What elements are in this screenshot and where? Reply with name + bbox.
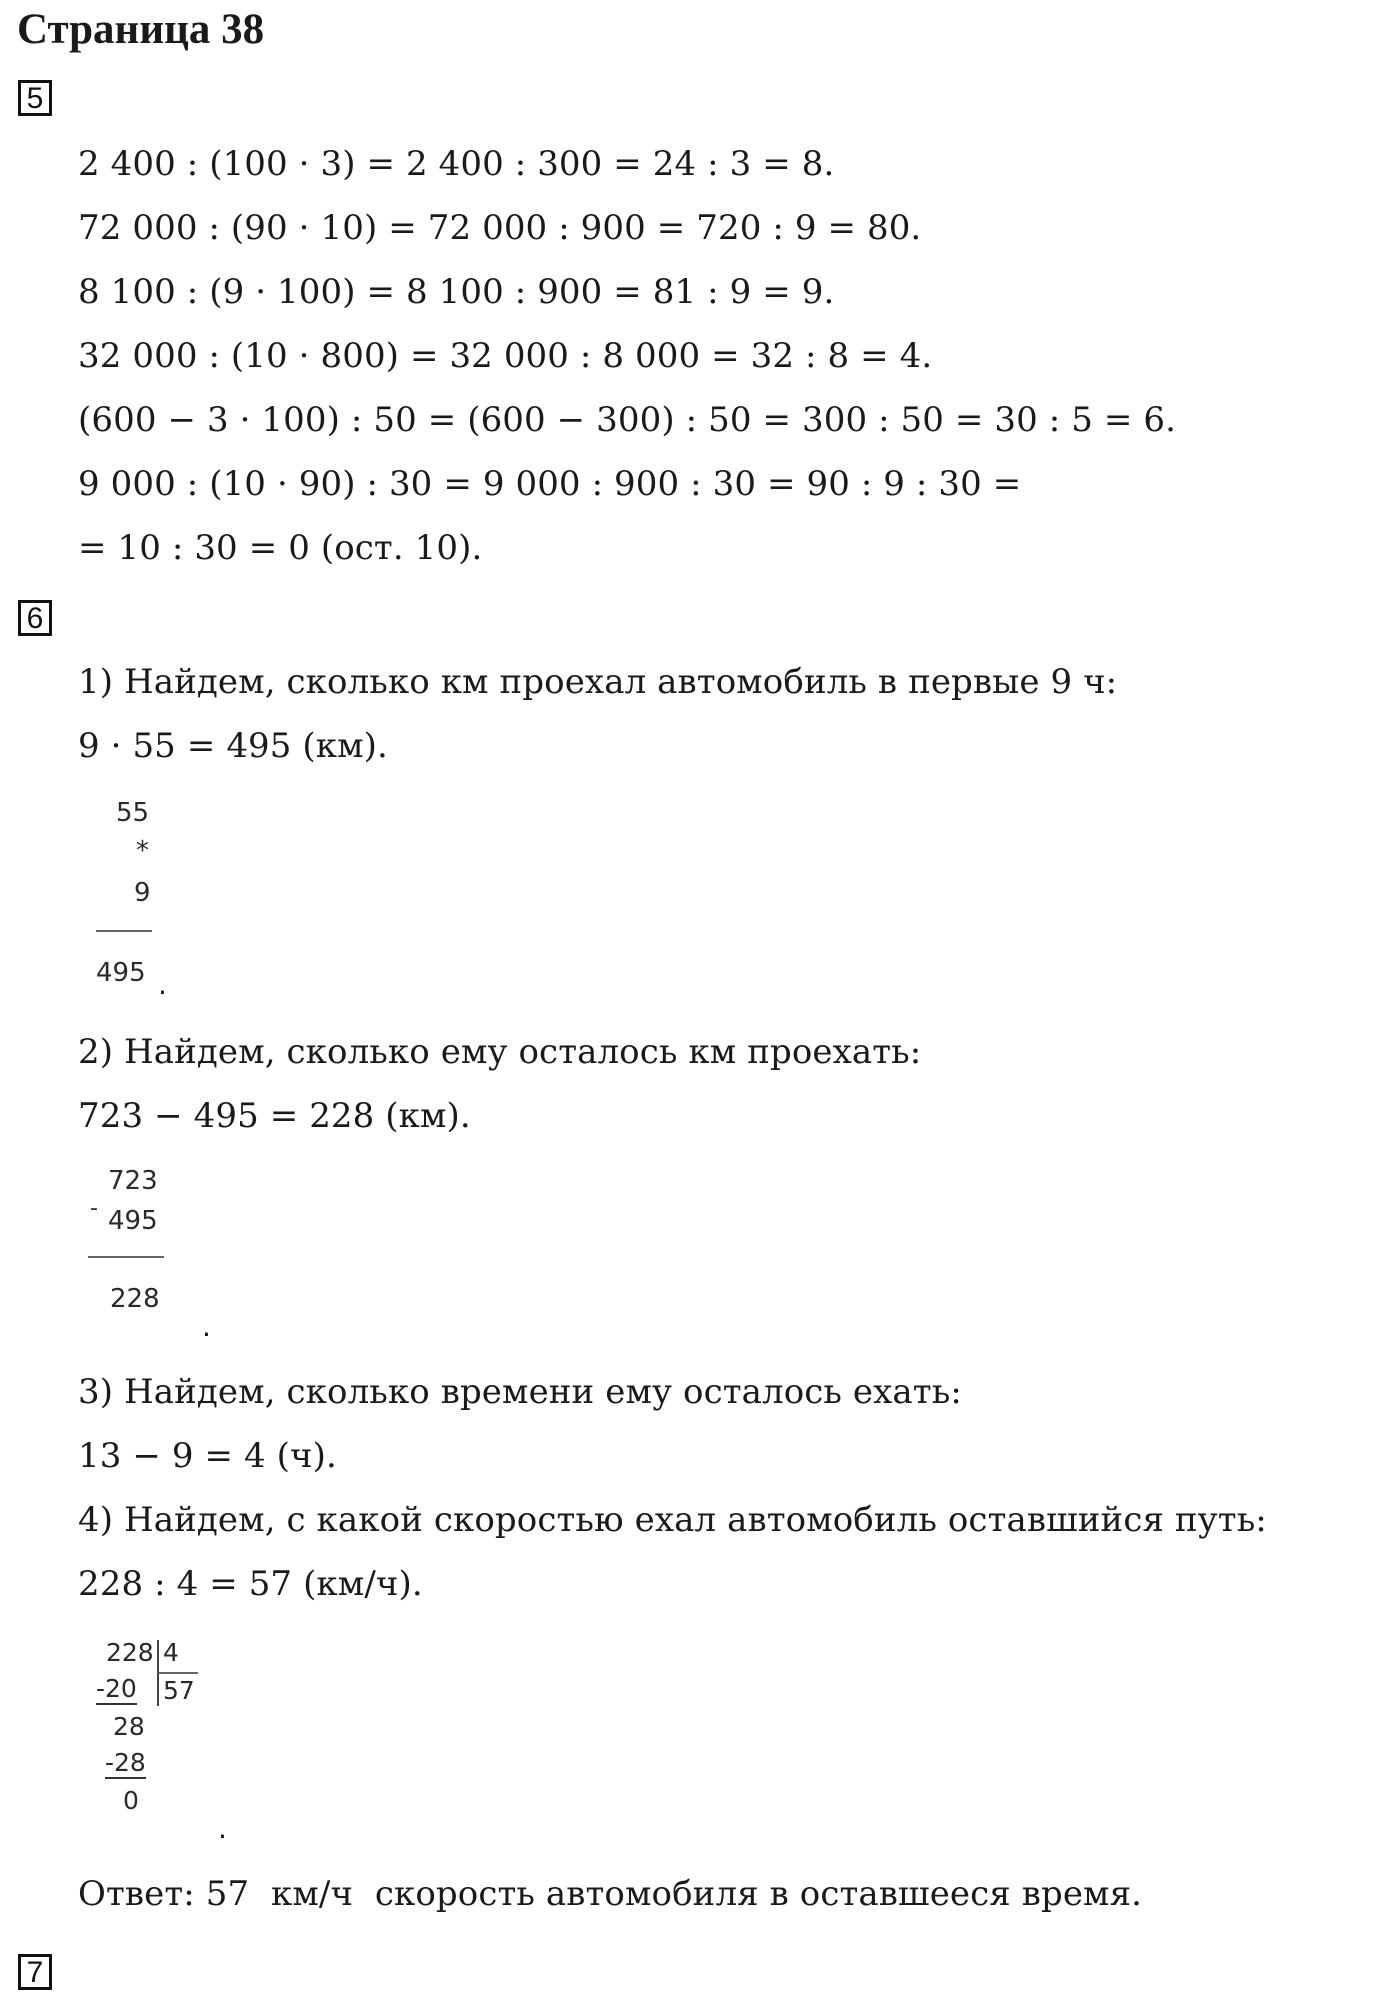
difference: 228 bbox=[110, 1284, 160, 1314]
task-number-6: 6 bbox=[18, 600, 52, 636]
expression-line: (600 − 3 · 100) : 50 = (600 − 300) : 50 = 300 : 50 = 30 : 5 = 6. bbox=[78, 400, 1177, 440]
product: 495 bbox=[96, 958, 146, 988]
step-1-text: 1) Найдем, сколько км проехал автомобиль в первые 9 ч: bbox=[78, 662, 1118, 702]
quotient: 57 bbox=[163, 1676, 195, 1705]
minuend: 723 bbox=[108, 1166, 158, 1196]
page-title: Страница 38 bbox=[17, 6, 265, 53]
period-mark: . bbox=[202, 1310, 211, 1343]
expression-line: 8 100 : (9 · 100) = 8 100 : 900 = 81 : 9 = 9. bbox=[78, 272, 835, 312]
multiplier: 9 bbox=[134, 878, 151, 908]
subtrahend: 495 bbox=[108, 1206, 158, 1236]
task-number-7: 7 bbox=[18, 1954, 52, 1990]
partial-subtraction: -20 bbox=[96, 1674, 137, 1703]
multiplicand: 55 bbox=[116, 798, 150, 828]
period-mark: . bbox=[158, 968, 167, 1001]
multiply-operator: * bbox=[136, 836, 149, 866]
result-line bbox=[88, 1256, 164, 1258]
minus-operator: - bbox=[90, 1196, 98, 1221]
step-2-text: 2) Найдем, сколько ему осталось км проехать: bbox=[78, 1032, 922, 1072]
expression-line: 72 000 : (90 · 10) = 72 000 : 900 = 720 : 9 = 80. bbox=[78, 208, 922, 248]
step-3-text: 3) Найдем, сколько времени ему осталось ехать: bbox=[78, 1372, 962, 1412]
remainder: 28 bbox=[113, 1712, 145, 1741]
step-4-text: 4) Найдем, с какой скоростью ехал автомобиль оставшийся путь: bbox=[78, 1500, 1267, 1540]
step-4-expression: 228 : 4 = 57 (км/ч). bbox=[78, 1564, 423, 1604]
final-remainder: 0 bbox=[123, 1786, 139, 1815]
step-2-expression: 723 − 495 = 228 (км). bbox=[78, 1096, 471, 1136]
expression-line: 2 400 : (100 · 3) = 2 400 : 300 = 24 : 3 = 8. bbox=[78, 144, 835, 184]
dividend: 228 bbox=[106, 1638, 154, 1667]
step-1-expression: 9 · 55 = 495 (км). bbox=[78, 726, 388, 766]
result-line bbox=[96, 930, 152, 932]
period-mark: . bbox=[218, 1812, 227, 1845]
expression-line: 32 000 : (10 · 800) = 32 000 : 8 000 = 32 : 8 = 4. bbox=[78, 336, 933, 376]
quotient-line bbox=[158, 1672, 198, 1674]
divisor: 4 bbox=[163, 1638, 179, 1667]
partial-subtraction: -28 bbox=[105, 1748, 146, 1777]
expression-line: = 10 : 30 = 0 (ост. 10). bbox=[78, 528, 483, 568]
expression-line: 9 000 : (10 · 90) : 30 = 9 000 : 900 : 30 = 90 : 9 : 30 = bbox=[78, 464, 1022, 504]
step-3-expression: 13 − 9 = 4 (ч). bbox=[78, 1436, 337, 1476]
answer-line: Ответ: 57 км/ч скорость автомобиля в оставшееся время. bbox=[78, 1874, 1143, 1914]
task-number-5: 5 bbox=[18, 80, 52, 116]
